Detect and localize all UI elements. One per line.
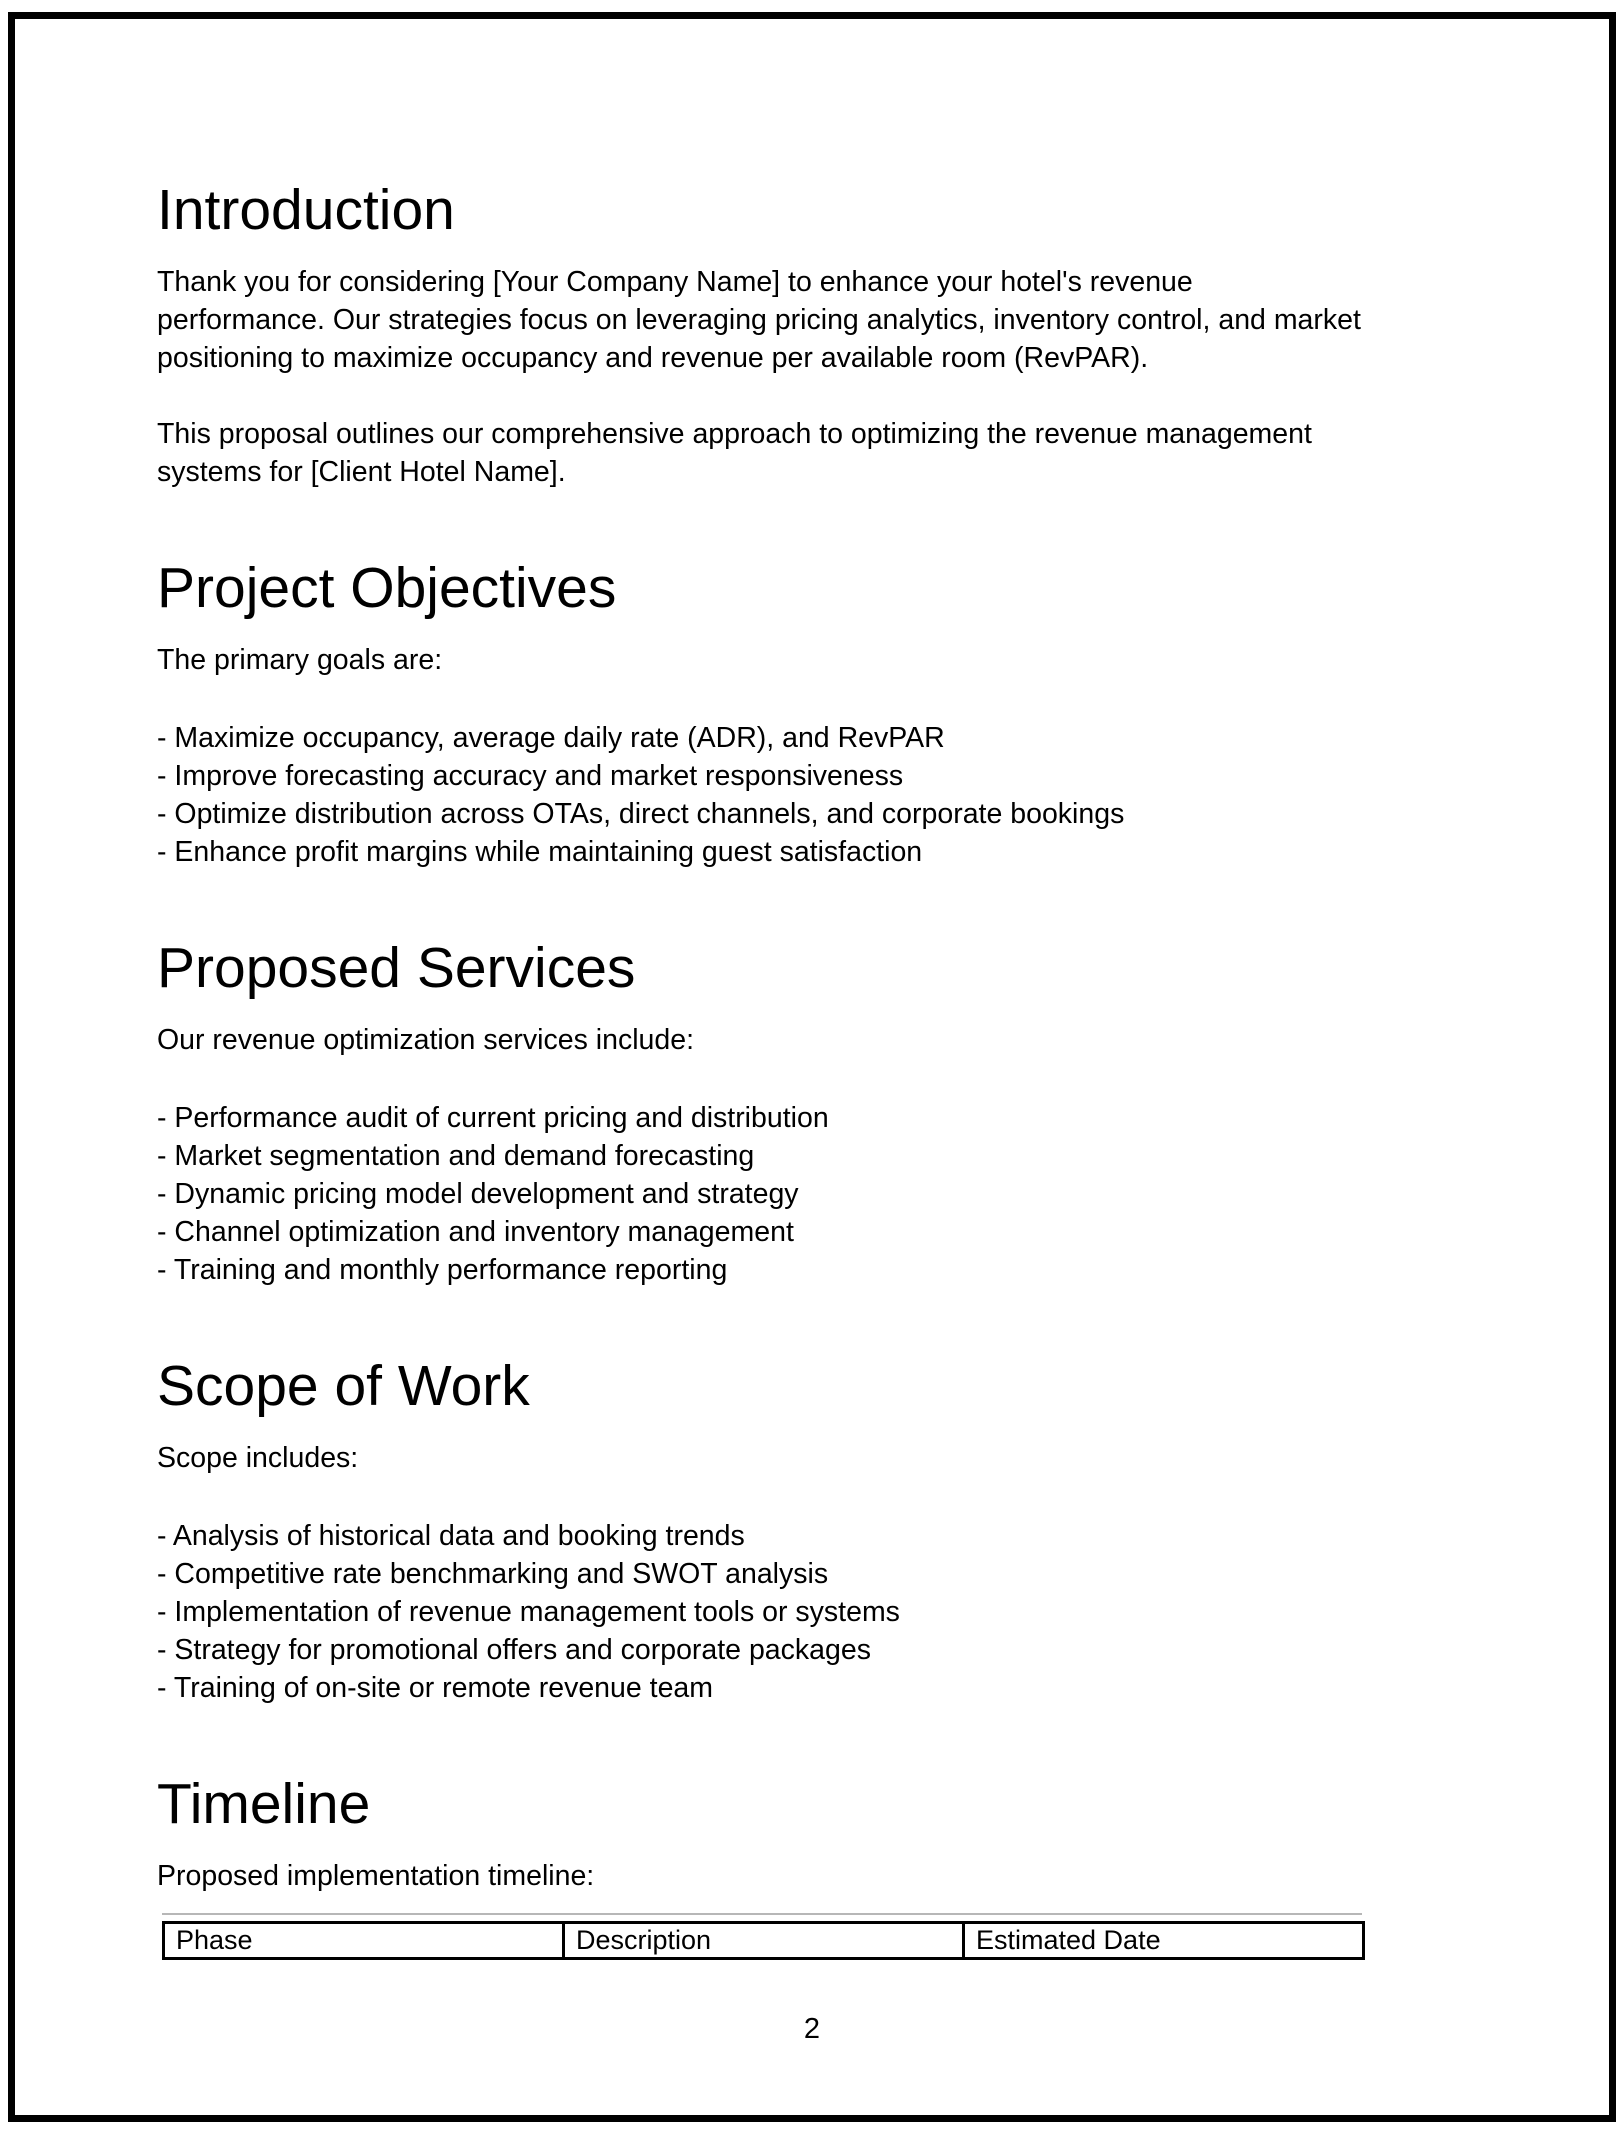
section-intro-text: Our revenue optimization services include: [157, 1024, 695, 1056]
timeline-table-header-row [164, 1923, 1364, 1959]
introduction-paragraph-2 [157, 415, 1467, 491]
introduction-paragraph-1 [157, 263, 1467, 377]
page-content [157, 0, 1467, 2048]
section-introduction [157, 177, 1467, 491]
heading-scope-of-work: Scope of Work [157, 1354, 530, 1418]
heading-introduction: Introduction [157, 178, 455, 242]
scope-of-work-list [157, 1517, 1467, 1707]
section-timeline [157, 1771, 1467, 1960]
list-item: - Channel optimization and inventory management [157, 1216, 794, 1248]
project-objectives-list [157, 719, 1467, 871]
paragraph-line: This proposal outlines our comprehensive approach to optimizing the revenue management [157, 418, 1312, 450]
table-outer-gray-line [162, 1913, 1362, 1915]
timeline-table-header-description: Description [564, 1923, 964, 1959]
list-item: - Competitive rate benchmarking and SWOT analysis [157, 1558, 829, 1590]
heading-timeline: Timeline [157, 1772, 371, 1836]
timeline-table-header-phase: Phase [164, 1923, 564, 1959]
heading-proposed-services: Proposed Services [157, 936, 636, 1000]
section-intro-text: The primary goals are: [157, 644, 443, 676]
paragraph-line: performance. Our strategies focus on leveraging pricing analytics, inventory control, and market [157, 304, 1361, 336]
section-intro-text: Proposed implementation timeline: [157, 1860, 595, 1892]
paragraph-line: systems for [Client Hotel Name]. [157, 456, 566, 488]
list-item: - Strategy for promotional offers and corporate packages [157, 1634, 871, 1666]
list-item: - Performance audit of current pricing and distribution [157, 1102, 829, 1134]
timeline-table-header-estimated-date: Estimated Date [964, 1923, 1364, 1959]
list-item: - Analysis of historical data and booking trends [157, 1520, 745, 1552]
list-item: - Enhance profit margins while maintaining guest satisfaction [157, 836, 923, 868]
proposed-services-list [157, 1099, 1467, 1289]
page-number: 2 [803, 2013, 821, 2045]
list-item: - Improve forecasting accuracy and market responsiveness [157, 760, 904, 792]
section-intro-text: Scope includes: [157, 1442, 359, 1474]
list-item: - Market segmentation and demand forecasting [157, 1140, 755, 1172]
list-item: - Implementation of revenue management tools or systems [157, 1596, 900, 1628]
section-proposed-services [157, 935, 1467, 1289]
paragraph-line: positioning to maximize occupancy and revenue per available room (RevPAR). [157, 342, 1149, 374]
heading-project-objectives: Project Objectives [157, 556, 617, 620]
section-scope-of-work [157, 1353, 1467, 1707]
list-item: - Optimize distribution across OTAs, direct channels, and corporate bookings [157, 798, 1125, 830]
paragraph-line: Thank you for considering [Your Company Name] to enhance your hotel's revenue [157, 266, 1193, 298]
list-item: - Training and monthly performance reporting [157, 1254, 728, 1286]
list-item: - Training of on-site or remote revenue team [157, 1672, 714, 1704]
list-item: - Dynamic pricing model development and strategy [157, 1178, 799, 1210]
section-project-objectives [157, 555, 1467, 871]
timeline-table [162, 1921, 1365, 1960]
list-item: - Maximize occupancy, average daily rate (ADR), and RevPAR [157, 722, 945, 754]
